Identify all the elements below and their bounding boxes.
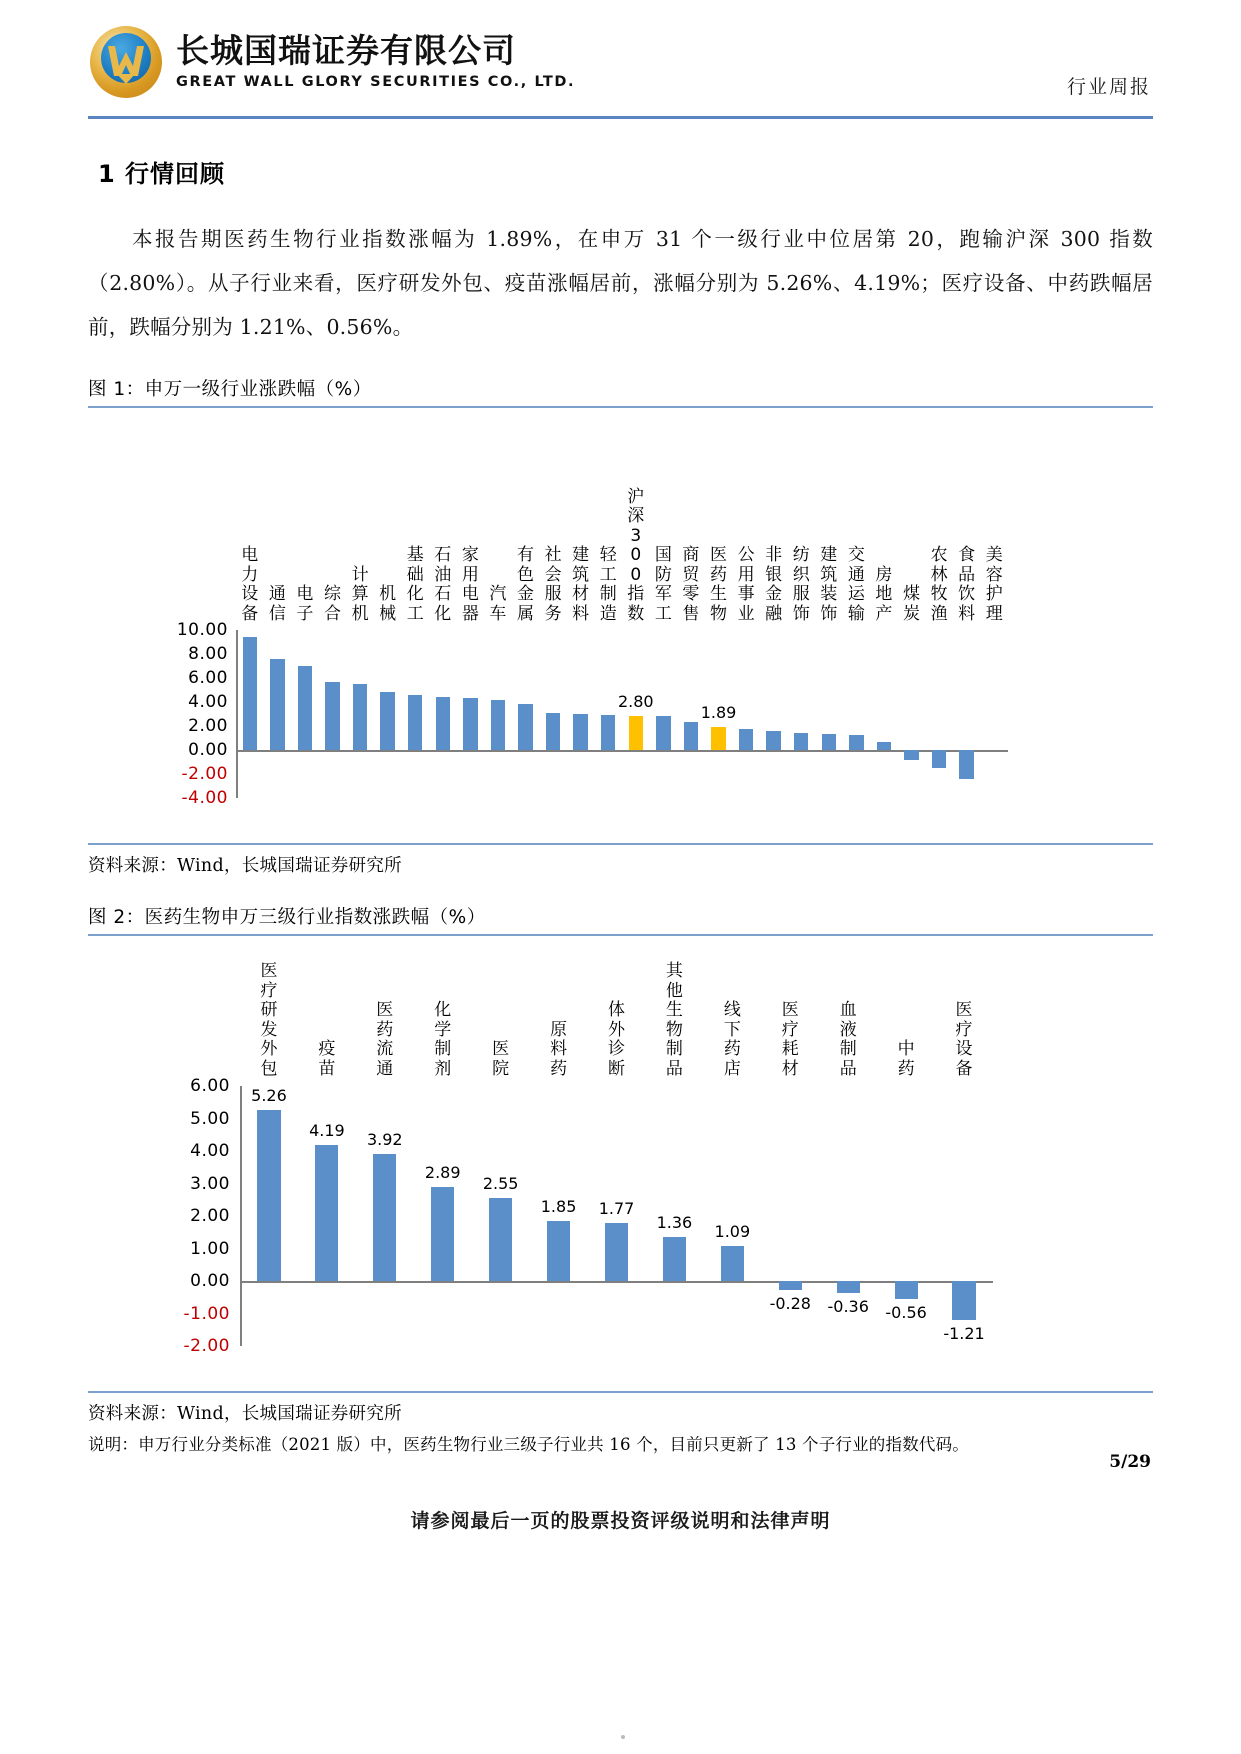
- x-axis-tick-label: 石 油 石 化: [434, 545, 452, 624]
- x-axis-tick-label: 非 银 金 融: [765, 545, 783, 624]
- bar-value-label: -0.28: [769, 1294, 811, 1314]
- x-axis-tick-label: 体 外 诊 断: [608, 1000, 625, 1079]
- x-axis-tick-label: 医 药 生 物: [710, 545, 727, 624]
- page-number: 5/29: [1109, 1452, 1151, 1472]
- bar: [601, 715, 615, 750]
- bar: [663, 1237, 686, 1281]
- bar: [518, 704, 532, 750]
- bar-value-label: 3.92: [366, 1129, 403, 1149]
- y-axis-tick-label: 3.00: [190, 1173, 230, 1194]
- y-axis-tick-label: -4.00: [181, 788, 228, 808]
- bar: [353, 684, 367, 750]
- bar: [463, 698, 477, 750]
- x-axis-tick-label: 医 院: [492, 1039, 510, 1079]
- x-axis-tick-label: 电 力 设 备: [241, 545, 259, 624]
- bar: [895, 1281, 918, 1299]
- bar-value-label: -0.36: [827, 1296, 869, 1316]
- logo-w-glyph-icon: [107, 44, 145, 84]
- bar-value-label: -1.21: [943, 1324, 985, 1344]
- bar: [573, 714, 587, 750]
- bar: [546, 713, 560, 750]
- y-axis-tick-label: 0.00: [188, 740, 228, 760]
- x-axis-tick-label: 医 药 流 通: [376, 1000, 394, 1079]
- page-header: [0, 0, 1241, 112]
- x-axis-tick-label: 纺 织 服 饰: [792, 545, 810, 624]
- bar-value-label: 2.55: [482, 1174, 519, 1194]
- bar-value-label: 1.89: [700, 703, 737, 723]
- page-bottom-marker: [621, 1735, 625, 1739]
- x-axis-tick-label: 通 信: [268, 584, 286, 624]
- x-axis-tick-label: 煤 炭: [903, 584, 920, 624]
- x-axis-tick-label: 综 合: [324, 584, 341, 624]
- bar-value-label: 5.26: [251, 1086, 287, 1106]
- x-axis-tick-label: 机 械: [379, 584, 397, 624]
- x-axis-tick-label: 电 子: [296, 584, 314, 624]
- bar: [380, 692, 394, 750]
- figure2-source: 资料来源：Wind，长城国瑞证券研究所: [88, 1391, 1153, 1425]
- header-divider: [88, 116, 1153, 119]
- y-axis-line: [240, 1086, 242, 1346]
- x-axis-tick-label: 中 药: [897, 1039, 915, 1079]
- figure2-caption: 图 2：医药生物申万三级行业指数涨跌幅（%）: [88, 903, 1153, 936]
- bar: [656, 716, 670, 750]
- figure2-note: 说明：申万行业分类标准（2021 版）中，医药生物行业三级子行业共 16 个，目前只更新了 13 个子行业的指数代码。: [88, 1435, 970, 1454]
- x-axis-tick-label: 线 下 药 店: [723, 1000, 741, 1079]
- bar: [794, 733, 808, 750]
- x-axis-tick-label: 医 疗 研 发 外 包: [260, 961, 278, 1079]
- x-axis-tick-label: 计 算 机: [351, 564, 369, 624]
- y-axis-tick-label: 10.00: [176, 620, 228, 640]
- footer-disclaimer: 请参阅最后一页的股票投资评级说明和法律声明: [410, 1510, 831, 1532]
- x-axis-tick-label: 化 学 制 剂: [434, 1000, 452, 1079]
- y-axis-tick-label: 6.00: [190, 1076, 230, 1096]
- section-title: 1 行情回顾: [98, 160, 226, 188]
- bar-value-label: 4.19: [309, 1120, 345, 1140]
- x-axis-tick-label: 疫 苗: [318, 1039, 336, 1079]
- great-wall-logo-icon: [90, 26, 162, 98]
- x-axis-tick-label: 商 贸 零 售: [682, 545, 700, 624]
- bar: [243, 637, 257, 750]
- bar: [959, 750, 973, 779]
- x-axis-tick-label: 家 用 电 器: [461, 545, 479, 624]
- bar: [904, 750, 918, 760]
- x-axis-tick-label: 医 疗 设 备: [955, 1000, 973, 1079]
- bar: [408, 695, 422, 750]
- x-axis-tick-label: 公 用 事 业: [737, 545, 755, 624]
- bar-value-label: 2.89: [424, 1163, 461, 1183]
- x-axis-tick-label: 轻 工 制 造: [599, 545, 617, 624]
- x-axis-tick-label: 汽 车: [489, 584, 507, 624]
- bar-value-label: 1.09: [714, 1221, 751, 1241]
- document-type-label: 行业周报: [1066, 76, 1151, 98]
- bar-value-label: 2.80: [617, 692, 654, 712]
- company-name-cn: 长城国瑞证券有限公司: [176, 31, 516, 70]
- bar: [257, 1110, 280, 1281]
- figure1-caption: 图 1：申万一级行业涨跌幅（%）: [88, 375, 1153, 408]
- y-axis-tick-label: -2.00: [181, 764, 228, 784]
- section-paragraph: 本报告期医药生物行业指数涨幅为 1.89%，在申万 31 个一级行业中位居第 20，跑输沪深 300 指数（2.80%）。从子行业来看，医疗研发外包、疫苗涨幅居前，涨幅分别为 5.26%、4.19%；医疗设备、中药跌幅居前，跌幅分别为 1.21%、0.56%。: [88, 227, 1153, 339]
- x-axis-tick-label: 建 筑 装 饰: [820, 545, 838, 624]
- company-logo: [90, 26, 575, 98]
- bar: [436, 697, 450, 750]
- bar: [298, 666, 312, 750]
- bar: [491, 700, 505, 750]
- x-axis-tick-label: 基 础 化 工: [406, 545, 424, 624]
- bar-value-label: -0.56: [885, 1303, 927, 1323]
- bar: [739, 729, 753, 750]
- bar: [849, 735, 863, 750]
- bar: [822, 734, 836, 750]
- x-axis-tick-label: 社 会 服 务: [544, 545, 562, 624]
- x-axis-tick-label: 沪 深 3 0 0 指 数: [627, 486, 645, 624]
- bar: [270, 659, 284, 750]
- y-axis-tick-label: 1.00: [190, 1238, 230, 1259]
- x-axis-tick-label: 交 通 运 输: [847, 545, 865, 624]
- bar: [431, 1187, 454, 1281]
- bar: [629, 716, 643, 750]
- bar: [711, 727, 725, 750]
- x-axis-tick-label: 其 他 生 物 制 品: [665, 961, 683, 1079]
- y-axis-tick-label: 0.00: [190, 1271, 230, 1291]
- page-content: [88, 140, 1153, 1455]
- y-axis-tick-label: 2.00: [190, 1206, 230, 1226]
- bar: [721, 1246, 744, 1281]
- bar: [684, 722, 698, 750]
- bar: [837, 1281, 860, 1293]
- y-axis-tick-label: -1.00: [183, 1303, 230, 1324]
- y-axis-line: [236, 630, 238, 798]
- bar: [547, 1221, 570, 1281]
- x-axis-tick-label: 国 防 军 工: [654, 545, 672, 624]
- bar-value-label: 1.77: [598, 1199, 635, 1219]
- x-axis-tick-label: 美 容 护 理: [985, 545, 1003, 624]
- x-axis-tick-label: 原 料 药: [550, 1019, 568, 1079]
- x-axis-tick-label: 房 地 产: [875, 564, 893, 624]
- bar: [315, 1145, 338, 1281]
- x-axis-tick-label: 有 色 金 属: [517, 545, 534, 624]
- bar: [779, 1281, 802, 1290]
- y-axis-tick-label: 4.00: [190, 1141, 230, 1161]
- y-axis-tick-label: 4.00: [188, 692, 228, 712]
- y-axis-tick-label: 8.00: [188, 644, 228, 664]
- x-axis-tick-label: 血 液 制 品: [839, 1000, 857, 1079]
- figure1-source: 资料来源：Wind，长城国瑞证券研究所: [88, 843, 1153, 877]
- y-axis-tick-label: -2.00: [183, 1336, 230, 1356]
- bar: [325, 682, 339, 750]
- bar: [489, 1198, 512, 1281]
- x-axis-zero-line: [236, 750, 1008, 752]
- company-name-en: GREAT WALL GLORY SECURITIES CO., LTD.: [176, 74, 576, 90]
- bar-value-label: 1.85: [540, 1196, 577, 1216]
- bar: [373, 1154, 396, 1281]
- y-axis-tick-label: 2.00: [188, 716, 228, 736]
- figure1-chart: [88, 408, 1153, 843]
- x-axis-tick-label: 农 林 牧 渔: [930, 545, 948, 624]
- figure2-chart: [88, 936, 1153, 1391]
- bar: [877, 742, 891, 750]
- bar: [932, 750, 946, 768]
- bar: [952, 1281, 975, 1320]
- x-axis-tick-label: 食 品 饮 料: [958, 545, 976, 624]
- x-axis-zero-line: [240, 1281, 993, 1283]
- y-axis-tick-label: 5.00: [190, 1108, 230, 1129]
- bar-value-label: 1.36: [656, 1212, 693, 1232]
- y-axis-tick-label: 6.00: [188, 668, 228, 688]
- x-axis-tick-label: 建 筑 材 料: [572, 545, 590, 624]
- bar: [766, 731, 780, 750]
- x-axis-tick-label: 医 疗 耗 材: [781, 1000, 799, 1079]
- bar: [605, 1223, 628, 1281]
